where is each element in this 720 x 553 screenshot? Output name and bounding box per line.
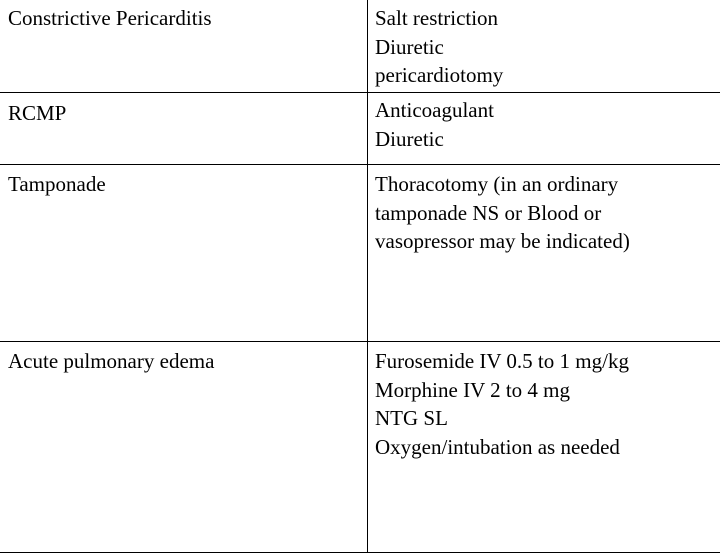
condition-cell: RCMP bbox=[0, 93, 368, 165]
treatment-cell: Thoracotomy (in an ordinary tamponade NS or Blood or vasopressor may be indicated) bbox=[368, 165, 720, 342]
table-row bbox=[0, 165, 720, 342]
table-row bbox=[0, 93, 720, 165]
treatment-cell: Furosemide IV 0.5 to 1 mg/kg Morphine IV 2 to 4 mg NTG SL Oxygen/intubation as needed bbox=[368, 342, 720, 553]
table-row bbox=[0, 342, 720, 553]
condition-cell: Tamponade bbox=[0, 165, 368, 342]
treatment-cell: Anticoagulant Diuretic bbox=[368, 93, 720, 165]
table-row bbox=[0, 0, 720, 93]
condition-cell: Constrictive Pericarditis bbox=[0, 0, 368, 93]
treatment-cell: Salt restriction Diuretic pericardiotomy bbox=[368, 0, 720, 93]
condition-cell: Acute pulmonary edema bbox=[0, 342, 368, 553]
